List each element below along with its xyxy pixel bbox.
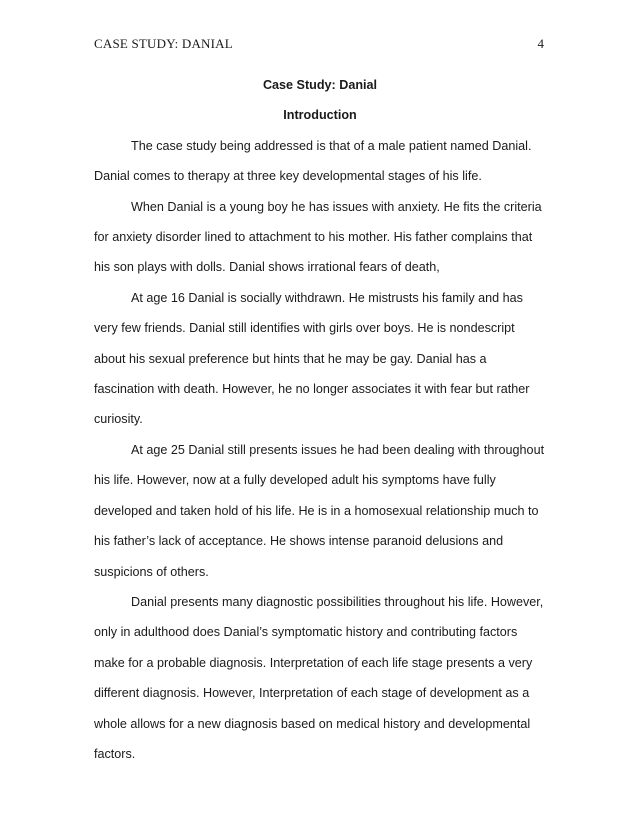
section-heading: Introduction	[283, 108, 357, 123]
paragraph: Danial presents many diagnostic possibilities throughout his life. However, only in adulthood does Danial’s symptomatic history and contributing factors make for a probable diagnosis. Interpretation of each life stage presents a very different diagnosis. However, Interpretation of each stage of development as a whole allows for a new diagnosis based on medical history and developmental factors.	[94, 594, 544, 761]
paragraph: When Danial is a young boy he has issues with anxiety. He fits the criteria for anxiety disorder lined to attachment to his mother. His father complains that his son plays with dolls. Danial shows irrational fears of death,	[94, 199, 542, 275]
paragraph: At age 16 Danial is socially withdrawn. He mistrusts his family and has very few friends. Danial still identifies with girls over boys. He is nondescript about his sexual preference but hints that he may be gay. Danial has a fascination with death. However, he no longer associates it with fear but rather curiosity.	[94, 290, 530, 427]
page-number: 4	[537, 36, 544, 51]
document-body	[94, 70, 546, 769]
paragraph: The case study being addressed is that of a male patient named Danial. Danial comes to therapy at three key developmental stages of his life.	[94, 138, 532, 184]
running-head: CASE STUDY: DANIAL	[94, 36, 233, 51]
document-title: Case Study: Danial	[262, 78, 378, 92]
paragraph: At age 25 Danial still presents issues he had been dealing with throughout his life. However, now at a fully developed adult his symptoms have fully developed and taken hold of his life. He is in a homosexual relationship much to his father’s lack of acceptance. He shows intense paranoid delusions and suspicions of others.	[94, 442, 545, 579]
